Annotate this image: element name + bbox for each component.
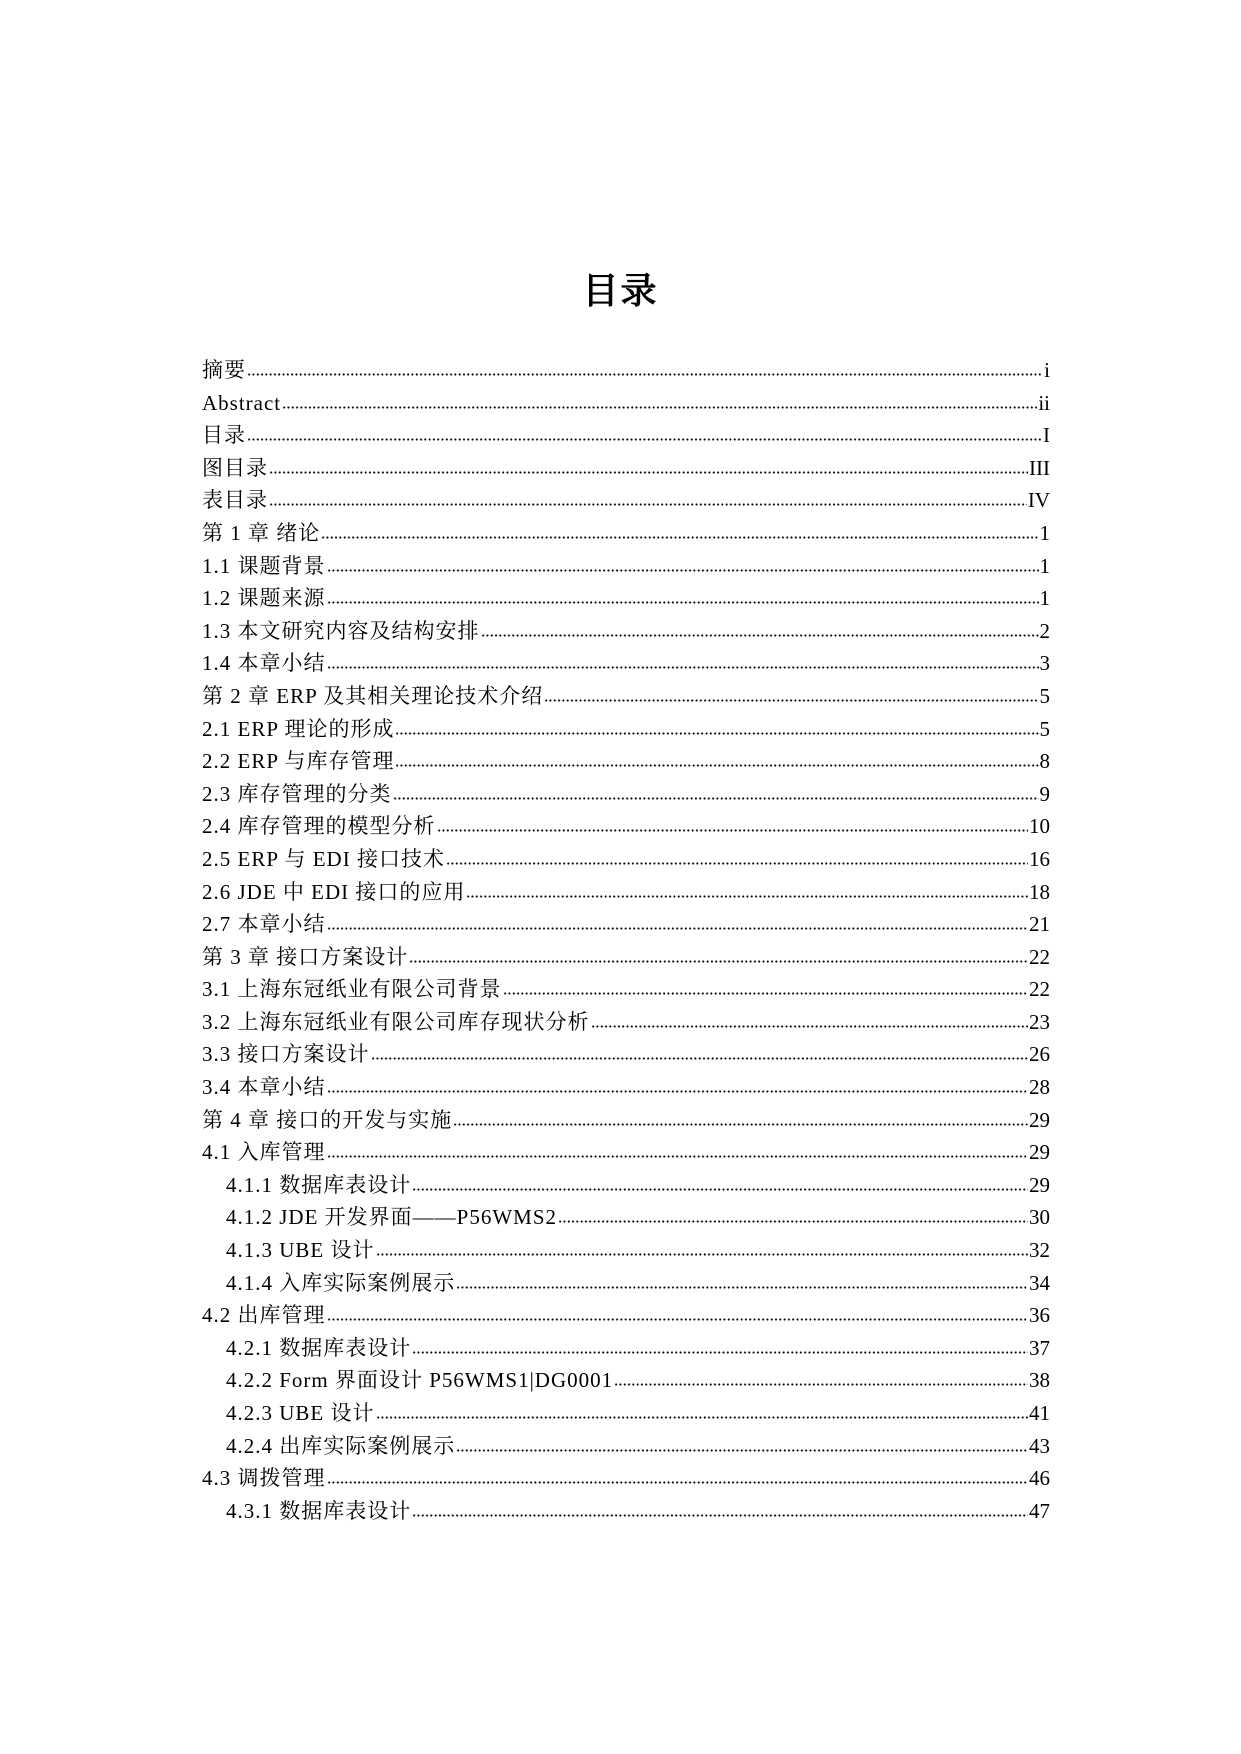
toc-entry[interactable] [202,680,1050,713]
toc-entry[interactable] [202,1006,1050,1039]
dot-leader [446,845,1028,866]
toc-entry[interactable] [202,582,1050,615]
toc-entry-page-number: 10 [1029,814,1050,839]
dot-leader [558,1203,1028,1224]
toc-entry-label: 3.2 上海东冠纸业有限公司库存现状分析 [202,1009,590,1034]
dot-leader [412,1171,1028,1192]
toc-entry-page-number: 46 [1029,1466,1050,1491]
toc-entry-label: 4.2.3 UBE 设计 [226,1401,375,1425]
toc-entry-page-number: 28 [1029,1075,1050,1100]
toc-entry-label: 2.7 本章小结 [202,912,326,937]
dot-leader [456,1269,1028,1290]
toc-entry-label: 第 1 章 绪论 [202,520,321,545]
toc-entry[interactable] [202,843,1050,876]
toc-entry[interactable] [202,1299,1050,1332]
dot-leader [327,649,1039,670]
dot-leader [321,519,1038,540]
toc-entry-label: 4.2 出库管理 [202,1303,326,1328]
toc-entry-label: 3.1 上海东冠纸业有限公司背景 [202,977,502,1002]
toc-entry-page-number: 22 [1029,944,1050,969]
toc-entry[interactable] [202,484,1050,517]
toc-entry-label: 图目录 [202,455,268,480]
toc-entry-label: 2.4 库存管理的模型分析 [202,814,436,839]
toc-entry-page-number: IV [1027,488,1050,513]
toc-entry-label: 表目录 [202,488,268,513]
toc-entry-page-number: ii [1038,390,1050,415]
toc-entry[interactable] [202,745,1050,778]
toc-entry-label: 4.2.1 数据库表设计 [226,1335,412,1360]
dot-leader [327,584,1039,605]
dot-leader [327,1301,1029,1322]
dot-leader [544,682,1038,703]
toc-entry[interactable] [202,1495,1050,1528]
dot-leader [395,747,1038,768]
toc-entry-page-number: 3 [1039,651,1050,676]
toc-entry-label: 目录 [202,423,246,448]
dot-leader [327,1464,1029,1485]
toc-entry-page-number: 37 [1029,1335,1050,1360]
toc-entry-label: 1.2 课题来源 [202,586,326,611]
toc-entry[interactable] [202,1071,1050,1104]
dot-leader [412,1497,1028,1518]
dot-leader [409,943,1028,964]
toc-entry[interactable] [202,1267,1050,1300]
toc-entry[interactable] [202,1332,1050,1365]
toc-entry[interactable] [202,1038,1050,1071]
toc-entry-page-number: 1 [1039,553,1050,578]
toc-entry-page-number: 29 [1029,1172,1050,1197]
toc-entry-page-number: i [1044,358,1050,382]
toc-entry-page-number: I [1043,423,1050,448]
dot-leader [395,715,1038,736]
dot-leader [269,454,1028,475]
toc-entry-label: 4.3.1 数据库表设计 [226,1498,412,1523]
toc-entry-page-number: 29 [1029,1107,1050,1132]
toc-entry[interactable] [202,941,1050,974]
dot-leader [327,552,1039,573]
toc-entry-page-number: 5 [1039,716,1050,741]
dot-leader [247,421,1042,442]
toc-entry-label: 4.1.4 入库实际案例展示 [226,1270,456,1295]
toc-entry-page-number: 30 [1029,1205,1050,1230]
toc-entry[interactable] [202,1430,1050,1463]
toc-entry[interactable] [202,1397,1050,1430]
toc-entry-page-number: 26 [1029,1042,1050,1067]
toc-entry-page-number: 9 [1039,781,1050,806]
toc-entry[interactable] [202,713,1050,746]
toc-entry[interactable] [202,615,1050,648]
toc-entry-label: 摘要 [202,358,246,382]
toc-entry-page-number: 38 [1029,1368,1050,1393]
toc-entry[interactable] [202,1104,1050,1137]
dot-leader [481,617,1039,638]
dot-leader [282,389,1037,410]
toc-entry-label: 4.1.2 JDE 开发界面——P56WMS2 [226,1205,558,1230]
toc-entry-label: 1.3 本文研究内容及结构安排 [202,618,480,643]
toc-entry-page-number: 5 [1039,683,1050,708]
toc-entry[interactable] [202,1462,1050,1495]
toc-entry[interactable] [202,354,1050,387]
toc-entry-page-number: 22 [1029,977,1050,1002]
toc-entry-page-number: 2 [1039,618,1050,643]
toc-entry[interactable] [202,1201,1050,1234]
toc-entry-label: 2.2 ERP 与库存管理 [202,749,395,774]
table-of-contents [202,354,1050,1527]
toc-entry-label: 2.1 ERP 理论的形成 [202,716,395,741]
toc-entry[interactable] [202,908,1050,941]
toc-entry[interactable] [202,973,1050,1006]
toc-entry[interactable] [202,1234,1050,1267]
dot-leader [247,356,1043,377]
toc-entry-page-number: 32 [1029,1238,1050,1263]
toc-entry-label: 3.4 本章小结 [202,1075,326,1100]
toc-entry-label: 2.6 JDE 中 EDI 接口的应用 [202,879,466,904]
toc-entry[interactable] [202,387,1050,420]
toc-entry[interactable] [202,778,1050,811]
dot-leader [269,486,1027,507]
toc-entry-page-number: 43 [1029,1433,1050,1458]
dot-leader [466,878,1028,899]
dot-leader [591,1008,1029,1029]
toc-entry[interactable] [202,647,1050,680]
dot-leader [393,780,1039,801]
toc-entry-page-number: 21 [1029,912,1050,937]
toc-entry-label: 4.2.4 出库实际案例展示 [226,1433,456,1458]
dot-leader [412,1334,1028,1355]
toc-entry[interactable] [202,810,1050,843]
toc-entry[interactable] [202,876,1050,909]
toc-entry-label: 4.3 调拨管理 [202,1466,326,1491]
toc-entry-label: 2.3 库存管理的分类 [202,781,392,806]
toc-entry-label: 第 3 章 接口方案设计 [202,944,409,969]
toc-entry-label: 第 2 章 ERP 及其相关理论技术介绍 [202,683,544,708]
dot-leader [456,1432,1028,1453]
toc-entry-page-number: 34 [1029,1270,1050,1295]
toc-entry-page-number: 8 [1039,749,1050,774]
toc-entry[interactable] [202,1136,1050,1169]
toc-entry-label: 第 4 章 接口的开发与实施 [202,1107,453,1132]
toc-entry-page-number: 36 [1029,1303,1050,1328]
dot-leader [327,1138,1029,1159]
dot-leader [376,1399,1029,1420]
toc-entry-label: 4.1.1 数据库表设计 [226,1172,412,1197]
toc-entry-label: Abstract [202,390,282,415]
toc-entry-page-number: 16 [1029,846,1050,871]
toc-entry[interactable] [202,517,1050,550]
toc-entry-page-number: 1 [1039,586,1050,611]
page-title: 目录 [582,271,659,312]
dot-leader [371,1040,1029,1061]
toc-entry[interactable] [202,419,1050,452]
toc-entry-label: 3.3 接口方案设计 [202,1042,370,1067]
toc-entry-label: 1.1 课题背景 [202,553,326,578]
toc-entry-page-number: 1 [1039,520,1050,545]
toc-entry-label: 2.5 ERP 与 EDI 接口技术 [202,846,445,871]
dot-leader [437,812,1029,833]
toc-entry-label: 4.1 入库管理 [202,1140,326,1165]
toc-entry[interactable] [202,1169,1050,1202]
toc-entry-page-number: 18 [1029,879,1050,904]
toc-entry[interactable] [202,550,1050,583]
toc-entry-page-number: 23 [1029,1009,1050,1034]
dot-leader [453,1106,1028,1127]
dot-leader [327,1073,1029,1094]
toc-entry[interactable] [202,452,1050,485]
toc-entry-label: 1.4 本章小结 [202,651,326,676]
toc-entry-page-number: 47 [1029,1498,1050,1523]
toc-entry-page-number: 41 [1029,1401,1050,1425]
dot-leader [503,975,1029,996]
toc-entry-label: 4.1.3 UBE 设计 [226,1238,375,1263]
dot-leader [614,1366,1028,1387]
toc-entry-page-number: 29 [1029,1140,1050,1165]
toc-entry-page-number: III [1029,455,1050,480]
dot-leader [327,910,1029,931]
toc-entry[interactable] [202,1364,1050,1397]
dot-leader [376,1236,1029,1257]
toc-entry-label: 4.2.2 Form 界面设计 P56WMS1|DG0001 [226,1368,614,1393]
